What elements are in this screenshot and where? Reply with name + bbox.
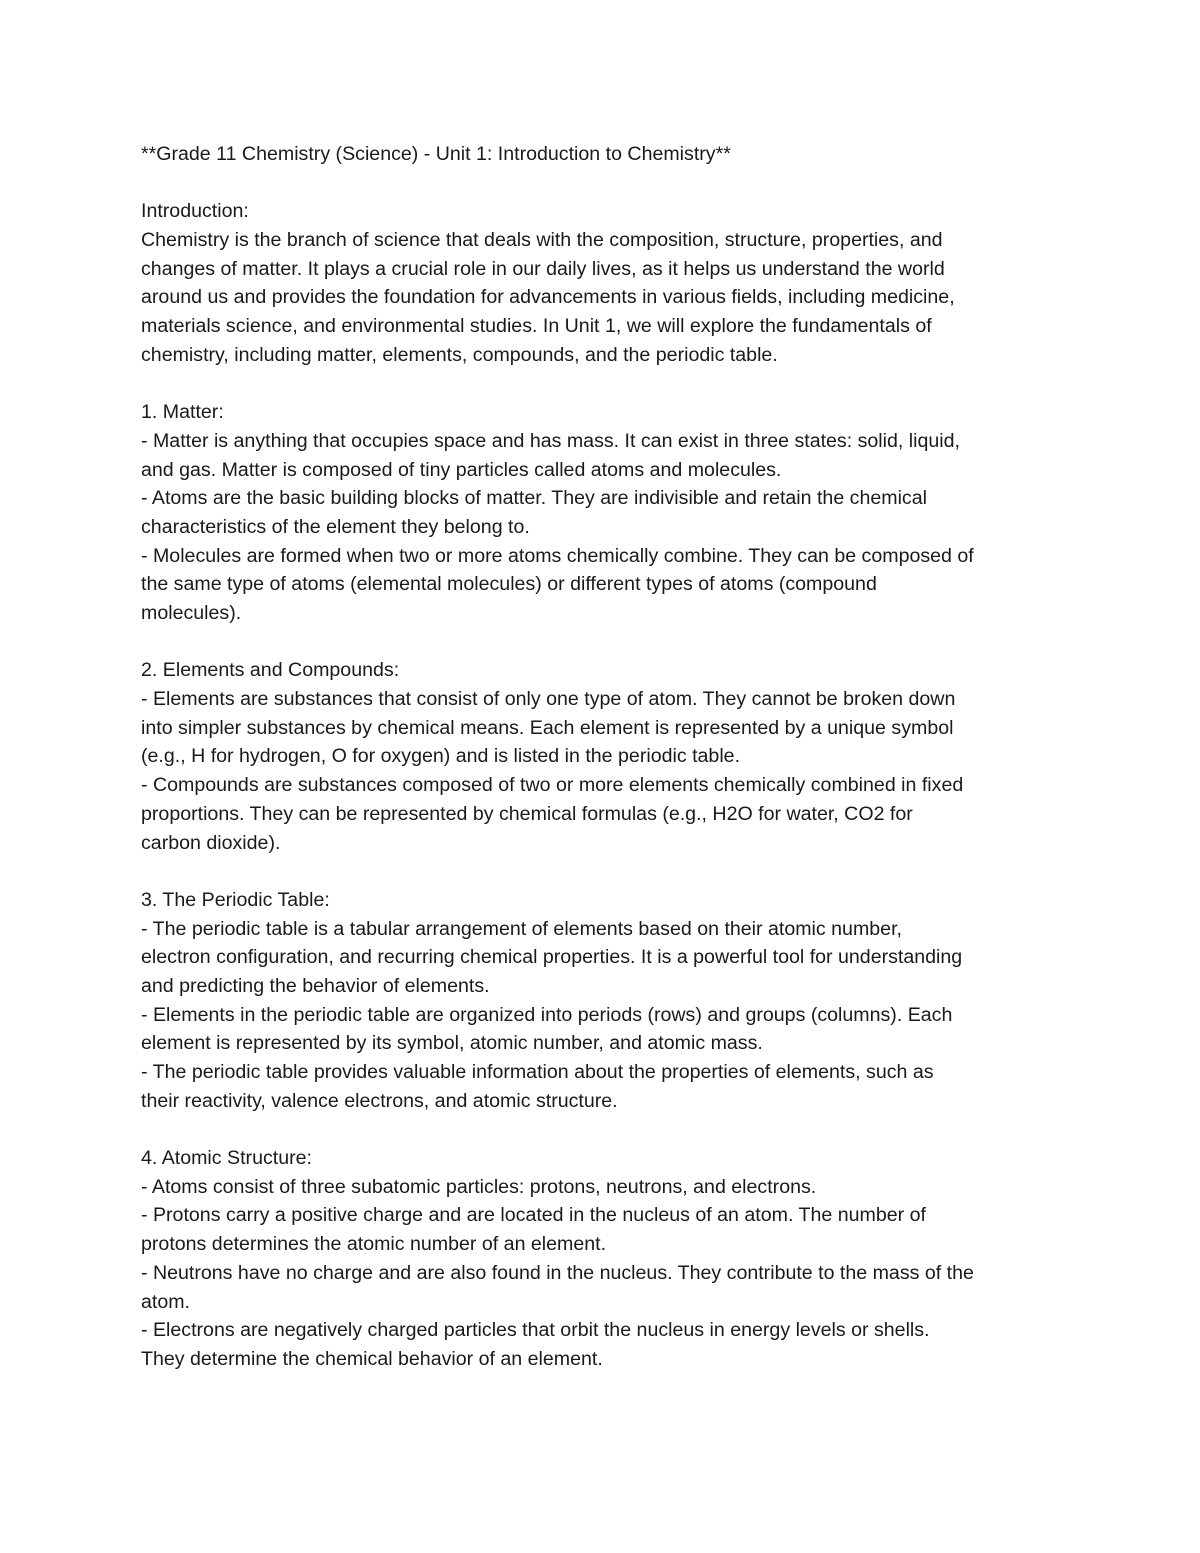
atomic-structure-line: - Electrons are negatively charged particles that orbit the nucleus in energy levels or shells. xyxy=(141,1319,930,1342)
matter-line: - Matter is anything that occupies space and has mass. It can exist in three states: solid, liquid, xyxy=(141,429,960,452)
spacer xyxy=(141,169,1071,198)
spacer xyxy=(141,1115,1071,1144)
matter-line: molecules). xyxy=(141,602,242,624)
matter-line: and gas. Matter is composed of tiny particles called atoms and molecules. xyxy=(141,458,782,481)
atomic-structure-line: - Protons carry a positive charge and are located in the nucleus of an atom. The number of xyxy=(141,1204,926,1227)
matter-line: - Atoms are the basic building blocks of matter. They are indivisible and retain the chemical xyxy=(141,487,927,510)
section-heading-periodic-table: 3. The Periodic Table: xyxy=(141,888,330,911)
section-heading-atomic-structure: 4. Atomic Structure: xyxy=(141,1147,312,1170)
periodic-table-line: - The periodic table provides valuable information about the properties of elements, such as xyxy=(141,1061,934,1083)
intro-line: Chemistry is the branch of science that deals with the composition, structure, properties, and xyxy=(141,229,943,252)
atomic-structure-line: They determine the chemical behavior of an element. xyxy=(141,1347,603,1370)
matter-line: - Molecules are formed when two or more atoms chemically combine. They can be composed of xyxy=(141,544,974,567)
document-page xyxy=(141,140,1071,1374)
intro-heading: Introduction: xyxy=(141,200,249,223)
intro-line: changes of matter. It plays a crucial role in our daily lives, as it helps us understand the world xyxy=(141,257,945,280)
section-heading-elements: 2. Elements and Compounds: xyxy=(141,659,400,682)
elements-line: (e.g., H for hydrogen, O for oxygen) and is listed in the periodic table. xyxy=(141,745,741,768)
periodic-table-line: - Elements in the periodic table are organized into periods (rows) and groups (columns). Each xyxy=(141,1003,953,1026)
atomic-structure-line: atom. xyxy=(141,1290,191,1313)
atomic-structure-line: - Neutrons have no charge and are also found in the nucleus. They contribute to the mass of the xyxy=(141,1261,974,1284)
periodic-table-line: and predicting the behavior of elements. xyxy=(141,974,490,997)
periodic-table-line: element is represented by its symbol, atomic number, and atomic mass. xyxy=(141,1032,763,1055)
periodic-table-line: their reactivity, valence electrons, and atomic structure. xyxy=(141,1089,618,1112)
spacer xyxy=(141,857,1071,886)
elements-line: into simpler substances by chemical means. Each element is represented by a unique symbol xyxy=(141,716,954,739)
atomic-structure-line: - Atoms consist of three subatomic particles: protons, neutrons, and electrons. xyxy=(141,1175,817,1198)
periodic-table-line: electron configuration, and recurring chemical properties. It is a powerful tool for understanding xyxy=(141,946,963,969)
intro-line: around us and provides the foundation for advancements in various fields, including medicine, xyxy=(141,286,955,309)
elements-line: - Elements are substances that consist of only one type of atom. They cannot be broken down xyxy=(141,688,956,711)
elements-line: - Compounds are substances composed of two or more elements chemically combined in fixed xyxy=(141,774,964,797)
matter-line: the same type of atoms (elemental molecules) or different types of atoms (compound xyxy=(141,573,877,596)
elements-line: carbon dioxide). xyxy=(141,831,281,854)
section-heading-matter: 1. Matter: xyxy=(141,401,224,424)
spacer xyxy=(141,628,1071,657)
spacer xyxy=(141,370,1071,399)
elements-line: proportions. They can be represented by chemical formulas (e.g., H2O for water, CO2 for xyxy=(141,802,913,825)
intro-line: materials science, and environmental studies. In Unit 1, we will explore the fundamentals of xyxy=(141,315,932,338)
intro-line: chemistry, including matter, elements, compounds, and the periodic table. xyxy=(141,343,778,366)
document-title: **Grade 11 Chemistry (Science) - Unit 1: Introduction to Chemistry** xyxy=(141,143,731,165)
matter-line: characteristics of the element they belong to. xyxy=(141,515,530,538)
atomic-structure-line: protons determines the atomic number of an element. xyxy=(141,1233,607,1256)
periodic-table-line: - The periodic table is a tabular arrangement of elements based on their atomic number, xyxy=(141,917,902,940)
